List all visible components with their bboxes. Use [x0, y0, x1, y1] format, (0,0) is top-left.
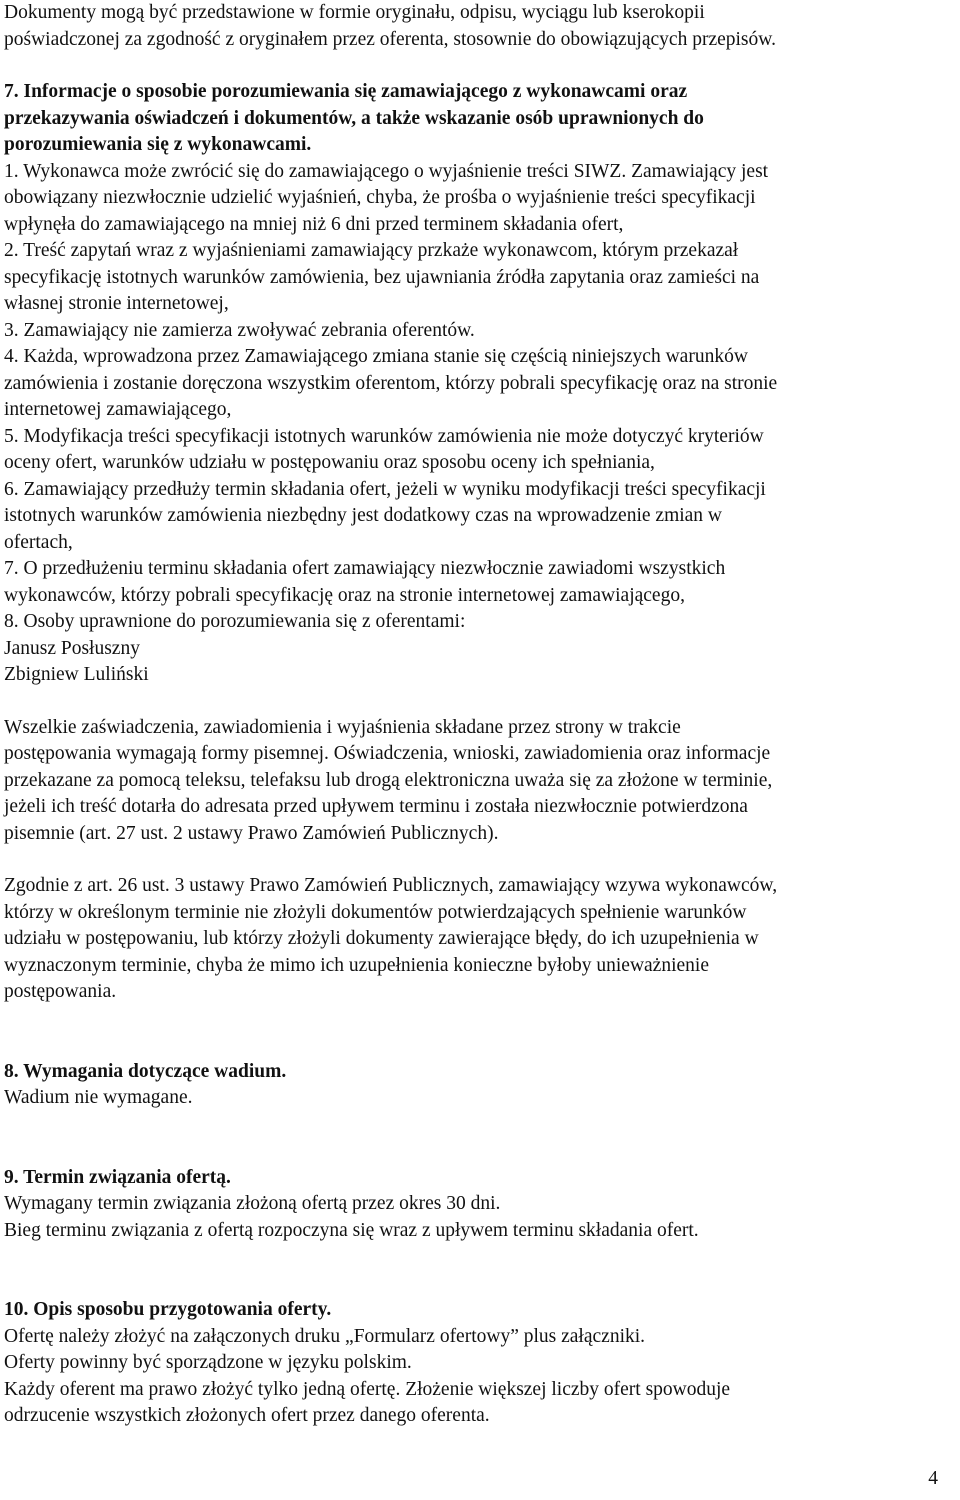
text-line: Oferty powinny być sporządzone w języku polskim. [4, 1352, 412, 1373]
spacer [4, 1112, 956, 1165]
text-line: Wszelkie zaświadczenia, zawiadomienia i wyjaśnienia składane przez strony w trakcie [4, 716, 681, 738]
section-8-heading: 8. Wymagania dotyczące wadium. [4, 1060, 287, 1082]
page-number: 4 [928, 1468, 938, 1489]
text-line: postępowania wymagają formy pisemnej. Oświadczenia, wnioski, zawiadomienia oraz informacje [4, 743, 771, 764]
text-line: Ofertę należy złożyć na załączonych druku „Formularz ofertowy” plus załączniki. [4, 1325, 646, 1347]
section-9-heading: 9. Termin związania ofertą. [4, 1166, 231, 1188]
art26-paragraph [4, 873, 956, 1006]
text-line: Bieg terminu związania z ofertą rozpoczyna się wraz z upływem terminu składania ofert. [4, 1219, 699, 1241]
text-line: istotnych warunków zamówienia niezbędny jest dodatkowy czas na wprowadzenie zmian w [4, 505, 723, 526]
text-line: Wadium nie wymagane. [4, 1087, 193, 1108]
text-line: 3. Zamawiający nie zamierza zwoływać zebrania oferentów. [4, 319, 475, 341]
spacer [4, 847, 956, 873]
text-line: zamówienia i zostanie doręczona wszystkim oferentom, którzy pobrali specyfikację oraz na stronie [4, 372, 778, 394]
spacer [4, 1244, 956, 1297]
text-line: pisemnie (art. 27 ust. 2 ustawy Prawo Zamówień Publicznych). [4, 822, 499, 844]
text-line: 5. Modyfikacja treści specyfikacji istotnych warunków zamówienia nie może dotyczyć kryteriów [4, 425, 764, 447]
text-line: 6. Zamawiający przedłuży termin składania ofert, jeżeli w wyniku modyfikacji treści specyfikacji [4, 478, 766, 500]
intro-paragraph [4, 0, 956, 53]
text-line: ofertach, [4, 531, 73, 553]
text-line: Wymagany termin związania złożoną ofertą przez okres 30 dni. [4, 1193, 501, 1214]
text-line: 4. Każda, wprowadzona przez Zamawiającego zmiana stanie się częścią niniejszych warunków [4, 346, 748, 367]
text-line: oceny ofert, warunków udziału w postępowaniu oraz sposobu oceny ich spełniania, [4, 452, 655, 473]
section-10-heading: 10. Opis sposobu przygotowania oferty. [4, 1299, 332, 1320]
text-line: Zgodnie z art. 26 ust. 3 ustawy Prawo Zamówień Publicznych, zamawiający wzywa wykonawców, [4, 875, 778, 896]
heading-line: porozumiewania się z wykonawcami. [4, 134, 312, 155]
text-line: postępowania. [4, 981, 117, 1002]
text-line: 1. Wykonawca może zwrócić się do zamawiającego o wyjaśnienie treści SIWZ. Zamawiający jest [4, 160, 769, 182]
text-line: wpłynęła do zamawiającego na mniej niż 6 dni przed terminem składania ofert, [4, 213, 624, 235]
text-line: specyfikację istotnych warunków zamówienia, bez ujawniania źródła zapytania oraz zamieści na [4, 266, 760, 288]
text-line: własnej stronie internetowej, [4, 293, 229, 314]
text-line: 2. Treść zapytań wraz z wyjaśnieniami zamawiający przkaże wykonawcom, którym przekazał [4, 240, 739, 261]
forms-paragraph [4, 715, 956, 848]
text-line: obowiązany niezwłocznie udzielić wyjaśnień, chyba, że prośba o wyjaśnienie treści specyfikacji [4, 187, 756, 208]
text-line: Janusz Posłuszny [4, 637, 140, 659]
spacer [4, 53, 956, 79]
section-9 [4, 1165, 956, 1245]
text-line: odrzucenie wszystkich złożonych ofert przez danego oferenta. [4, 1405, 490, 1426]
text-line: Zbigniew Luliński [4, 664, 149, 685]
text-line: wyznaczonym terminie, chyba że mimo ich uzupełnienia konieczne byłoby unieważnienie [4, 954, 709, 976]
text-line: 8. Osoby uprawnione do porozumiewania się z oferentami: [4, 611, 466, 632]
text-line: przekazane za pomocą teleksu, telefaksu lub drogą elektroniczna uważa się za złożone w terminie, [4, 769, 773, 791]
heading-line: 7. Informacje o sposobie porozumiewania się zamawiającego z wykonawcami oraz [4, 81, 688, 102]
text-line: poświadczonej za zgodność z oryginałem przez oferenta, stosownie do obowiązujących przepisów. [4, 28, 776, 50]
text-line: wykonawców, którzy pobrali specyfikację oraz na stronie internetowej zamawiającego, [4, 584, 685, 606]
text-line: którzy w określonym terminie nie złożyli dokumentów potwierdzających spełnienie warunków [4, 901, 747, 923]
section-7-heading [4, 79, 956, 159]
section-7-list [4, 159, 956, 689]
spacer [4, 689, 956, 715]
text-line: udziału w postępowaniu, lub którzy złożyli dokumenty zawierające błędy, do ich uzupełnienia w [4, 928, 759, 949]
text-line: internetowej zamawiającego, [4, 399, 232, 420]
text-line: Każdy oferent ma prawo złożyć tylko jedną ofertę. Złożenie większej liczby ofert spowoduje [4, 1378, 731, 1400]
spacer [4, 1006, 956, 1059]
heading-line: przekazywania oświadczeń i dokumentów, a także wskazanie osób uprawnionych do [4, 107, 704, 129]
document-page [4, 0, 956, 1430]
text-line: Dokumenty mogą być przedstawione w formie oryginału, odpisu, wyciągu lub kserokopii [4, 2, 705, 23]
text-line: 7. O przedłużeniu terminu składania ofert zamawiający niezwłocznie zawiadomi wszystkich [4, 558, 726, 579]
section-8 [4, 1059, 956, 1112]
section-10 [4, 1297, 956, 1430]
text-line: jeżeli ich treść dotarła do adresata przed upływem terminu i została niezwłocznie potwierdzona [4, 796, 748, 817]
